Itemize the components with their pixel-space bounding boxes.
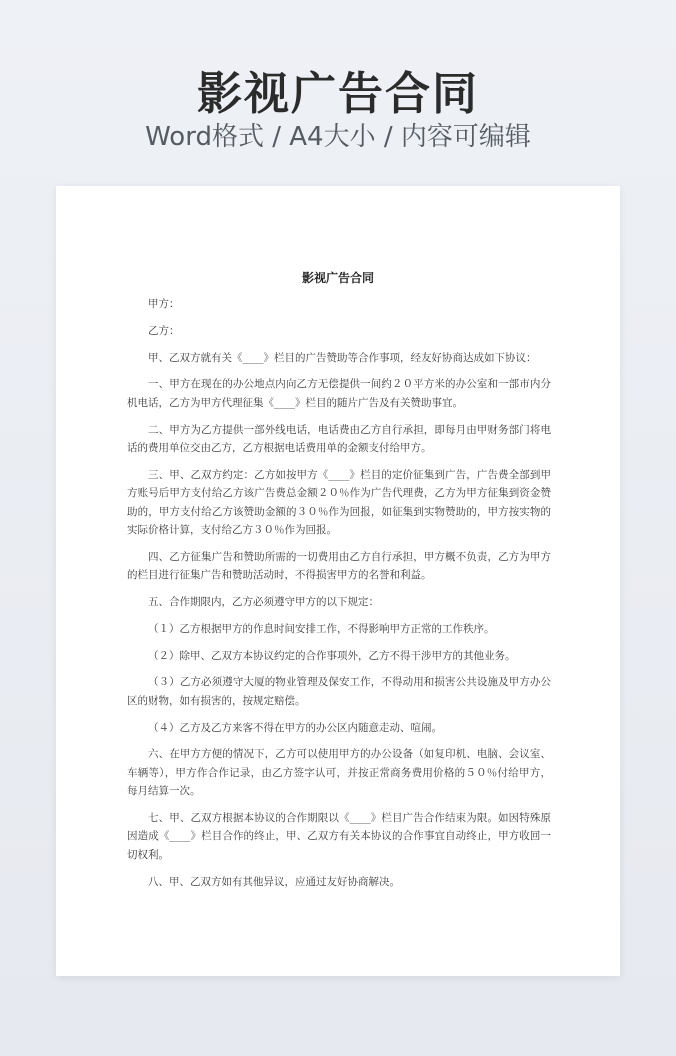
paragraph-clause-2: 二、甲方为乙方提供一部外线电话，电话费由乙方自行承担，即每月由甲财务部门将电话的费用单位交由乙方，乙方根据电话费用单的金额支付给甲方。: [127, 423, 551, 454]
paragraph-rule-3: （３）乙方必须遵守大厦的物业管理及保安工作，不得动用和损害公共设施及甲方办公区的财物，如有损害的，按规定赔偿。: [127, 676, 551, 707]
paragraph-clause-1: 一、甲方在现在的办公地点内向乙方无偿提供一间约２０平方米的办公室和一部市内分机电话，乙方为甲方代理征集《____》栏目的随片广告及有关赞助事宜。: [127, 378, 551, 409]
paragraph-party-b: 乙方：: [148, 324, 180, 337]
paragraph-rule-2: （２）除甲、乙双方本协议约定的合作事项外，乙方不得干涉甲方的其他业务。: [148, 649, 516, 662]
hero-title: 影视广告合同: [196, 67, 479, 120]
paragraph-clause-7: 七、甲、乙双方根据本协议的合作期限以《____》栏目广告合作结束为限。如因特殊原因造成《____》栏目合作的终止，甲、乙双方有关本协议的合作事宜自动终止，甲方收回一切权利。: [127, 812, 551, 861]
hero-subtitle: Word格式 / A4大小 / 内容可编辑: [145, 122, 531, 152]
document-title: 影视广告合同: [301, 271, 374, 285]
document-body: [127, 295, 551, 899]
paragraph-intro: 甲、乙双方就有关《____》栏目的广告赞助等合作事项，经友好协商达成如下协议：: [148, 351, 537, 364]
paragraph-clause-6: 六、在甲方方便的情况下，乙方可以使用甲方的办公设备（如复印机、电脑、会议室、车辆等），甲方作合作记录，由乙方签字认可，并按正常商务费用价格的５０％付给甲方，每月结算一次。: [127, 748, 551, 798]
paragraph-rule-4: （４）乙方及乙方来客不得在甲方的办公区内随意走动、喧闹。: [148, 721, 442, 734]
paragraph-clause-5: 五、合作期限内，乙方必须遵守甲方的以下规定：: [148, 596, 379, 609]
paragraph-clause-8: 八、甲、乙双方如有其他异议，应通过友好协商解决。: [148, 875, 400, 888]
paragraph-clause-4: 四、乙方征集广告和赞助所需的一切费用由乙方自行承担，甲方概不负责，乙方为甲方的栏目进行征集广告和赞助活动时，不得损害甲方的名誉和利益。: [127, 550, 551, 582]
paragraph-rule-1: （１）乙方根据甲方的作息时间安排工作，不得影响甲方正常的工作秩序。: [148, 622, 495, 635]
paragraph-clause-3: 三、甲、乙双方约定：乙方如按甲方《____》栏目的定价征集到广告，广告费全部到甲方账号后甲方支付给乙方该广告费总金额２０％作为广告代理费，乙方为甲方征集到资金赞助的，甲方支付给乙方该赞助金额的３０％作为回报，如征集到实物赞助的，甲方按实物的实际价格计算，支付给乙方３０％作为回报。: [127, 468, 551, 537]
document-page: [56, 186, 620, 976]
paragraph-party-a: 甲方：: [148, 298, 180, 310]
